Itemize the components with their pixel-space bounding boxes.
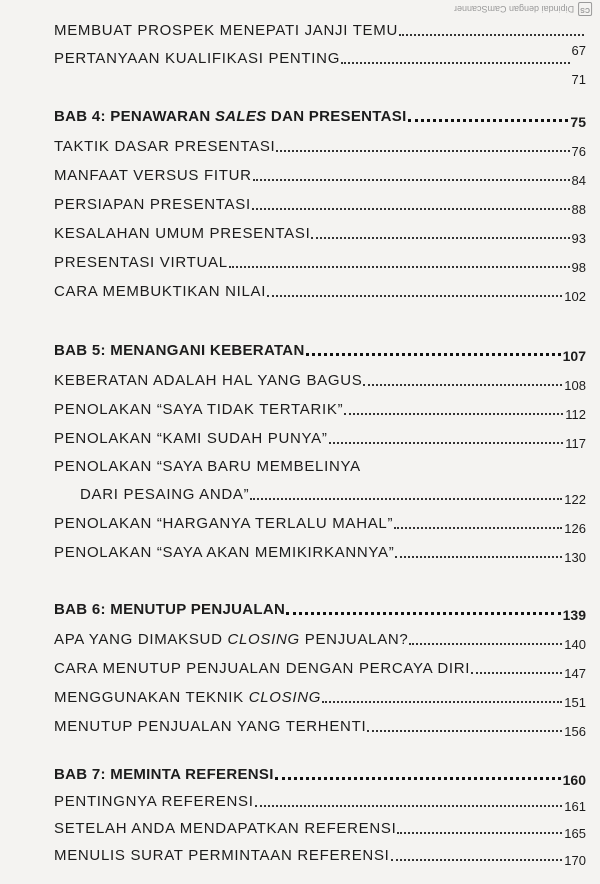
chapter-heading <box>54 342 586 364</box>
entry-title: PENTINGNYA REFERENSI <box>54 793 254 810</box>
leader-dots <box>394 527 562 529</box>
chapter-page: 75 <box>570 114 586 130</box>
leader-dots <box>250 498 562 500</box>
entry-title: PENOLAKAN “HARGANYA TERLALU MAHAL” <box>54 515 394 532</box>
entry-page: 156 <box>564 724 586 739</box>
entry-title: MENUTUP PENJUALAN YANG TERHENTI <box>54 718 367 735</box>
toc-entry <box>54 820 586 841</box>
toc-entry <box>54 660 586 681</box>
chapter-title: BAB 6: MENUTUP PENJUALAN <box>54 601 286 618</box>
entry-page: 71 <box>571 72 586 87</box>
leader-dots <box>408 119 569 122</box>
leader-dots <box>253 179 570 181</box>
entry-page: 140 <box>564 637 586 652</box>
leader-dots <box>252 208 570 210</box>
entry-page: 88 <box>571 202 586 217</box>
toc-entry <box>54 225 586 246</box>
entry-title: TAKTIK DASAR PRESENTASI <box>54 138 276 155</box>
entry-title: MEMBUAT PROSPEK MENEPATI JANJI TEMU <box>54 22 398 39</box>
entry-page: 161 <box>564 799 586 814</box>
toc-entry <box>54 167 586 188</box>
chapter-page: 107 <box>562 348 586 364</box>
leader-dots <box>391 859 563 861</box>
toc-entry-continued <box>80 486 586 507</box>
entry-page: 117 <box>565 436 586 451</box>
entry-page: 122 <box>564 492 586 507</box>
toc-entry <box>54 401 586 422</box>
entry-title: MENGGUNAKAN TEKNIK CLOSING <box>54 689 322 706</box>
toc-entry <box>54 689 586 710</box>
leader-dots <box>399 34 584 36</box>
chapter-title: BAB 4: PENAWARAN SALES DAN PRESENTASI <box>54 108 407 125</box>
entry-page: 108 <box>564 378 586 393</box>
entry-title: KESALAHAN UMUM PRESENTASI <box>54 225 311 242</box>
leader-dots <box>286 612 561 615</box>
entry-page: 151 <box>564 695 586 710</box>
toc-entry <box>54 430 586 451</box>
leader-dots <box>255 805 563 807</box>
entry-page: 98 <box>571 260 586 275</box>
chapter-heading <box>54 766 586 788</box>
entry-page: 93 <box>571 231 586 246</box>
entry-title: KEBERATAN ADALAH HAL YANG BAGUS <box>54 372 363 389</box>
leader-dots <box>275 777 561 780</box>
leader-dots <box>341 62 569 64</box>
chapter-page: 139 <box>562 607 586 623</box>
entry-page: 102 <box>564 289 586 304</box>
entry-title: APA YANG DIMAKSUD CLOSING PENJUALAN? <box>54 631 409 648</box>
toc-entry <box>54 847 586 868</box>
entry-title: PENOLAKAN “KAMI SUDAH PUNYA” <box>54 430 328 447</box>
entry-title: PENOLAKAN “SAYA TIDAK TERTARIK” <box>54 401 344 418</box>
toc-entry <box>54 718 586 739</box>
leader-dots <box>229 266 570 268</box>
toc-entry <box>54 22 586 40</box>
leader-dots <box>306 353 561 356</box>
watermark-text: Dipindai dengan CamScanner <box>453 4 574 14</box>
entry-title: MANFAAT VERSUS FITUR <box>54 167 252 184</box>
entry-title: PERTANYAAN KUALIFIKASI PENTING <box>54 50 341 67</box>
entry-title: PERSIAPAN PRESENTASI <box>54 196 251 213</box>
leader-dots <box>367 730 562 732</box>
leader-dots <box>397 832 562 834</box>
entry-page: 165 <box>564 826 586 841</box>
toc-entry <box>54 793 586 814</box>
leader-dots <box>322 701 562 703</box>
entry-title: DARI PESAING ANDA” <box>80 486 250 503</box>
toc-entry <box>54 372 586 393</box>
entry-page: 76 <box>571 144 586 159</box>
entry-page: 170 <box>564 853 586 868</box>
entry-title: CARA MEMBUKTIKAN NILAI <box>54 283 267 300</box>
toc-entry <box>54 544 586 565</box>
toc-entry-first-line: PENOLAKAN “SAYA BARU MEMBELINYA <box>54 458 361 475</box>
chapter-title: BAB 5: MENANGANI KEBERATAN <box>54 342 305 359</box>
entry-title: PENOLAKAN “SAYA AKAN MEMIKIRKANNYA” <box>54 544 395 561</box>
leader-dots <box>329 442 564 444</box>
entry-title: MENULIS SURAT PERMINTAAN REFERENSI <box>54 847 390 864</box>
camscanner-logo-icon: CS <box>578 2 592 16</box>
chapter-page: 160 <box>562 772 586 788</box>
leader-dots <box>471 672 562 674</box>
entry-page: 147 <box>564 666 586 681</box>
toc-entry <box>54 631 586 652</box>
leader-dots <box>267 295 562 297</box>
leader-dots <box>311 237 569 239</box>
entry-page: 112 <box>565 407 586 422</box>
leader-dots <box>344 413 563 415</box>
leader-dots <box>395 556 562 558</box>
leader-dots <box>409 643 562 645</box>
toc-entry-page-only <box>554 66 586 87</box>
toc-entry <box>54 254 586 275</box>
chapter-heading <box>54 601 586 623</box>
entry-title: PRESENTASI VIRTUAL <box>54 254 228 271</box>
toc-entry <box>54 138 586 159</box>
leader-dots <box>363 384 562 386</box>
entry-page: 84 <box>571 173 586 188</box>
chapter-heading <box>54 108 586 130</box>
entry-title: CARA MENUTUP PENJUALAN DENGAN PERCAYA DIRI <box>54 660 471 677</box>
entry-title: SETELAH ANDA MENDAPATKAN REFERENSI <box>54 820 397 837</box>
entry-page: 130 <box>564 550 586 565</box>
entry-page: 126 <box>564 521 586 536</box>
chapter-title: BAB 7: MEMINTA REFERENSI <box>54 766 274 783</box>
toc-entry <box>54 43 586 68</box>
entry-page: 67 <box>571 43 586 58</box>
toc-entry <box>54 283 586 304</box>
camscanner-watermark <box>454 2 592 16</box>
toc-entry <box>54 515 586 536</box>
leader-dots <box>276 150 569 152</box>
toc-entry <box>54 196 586 217</box>
